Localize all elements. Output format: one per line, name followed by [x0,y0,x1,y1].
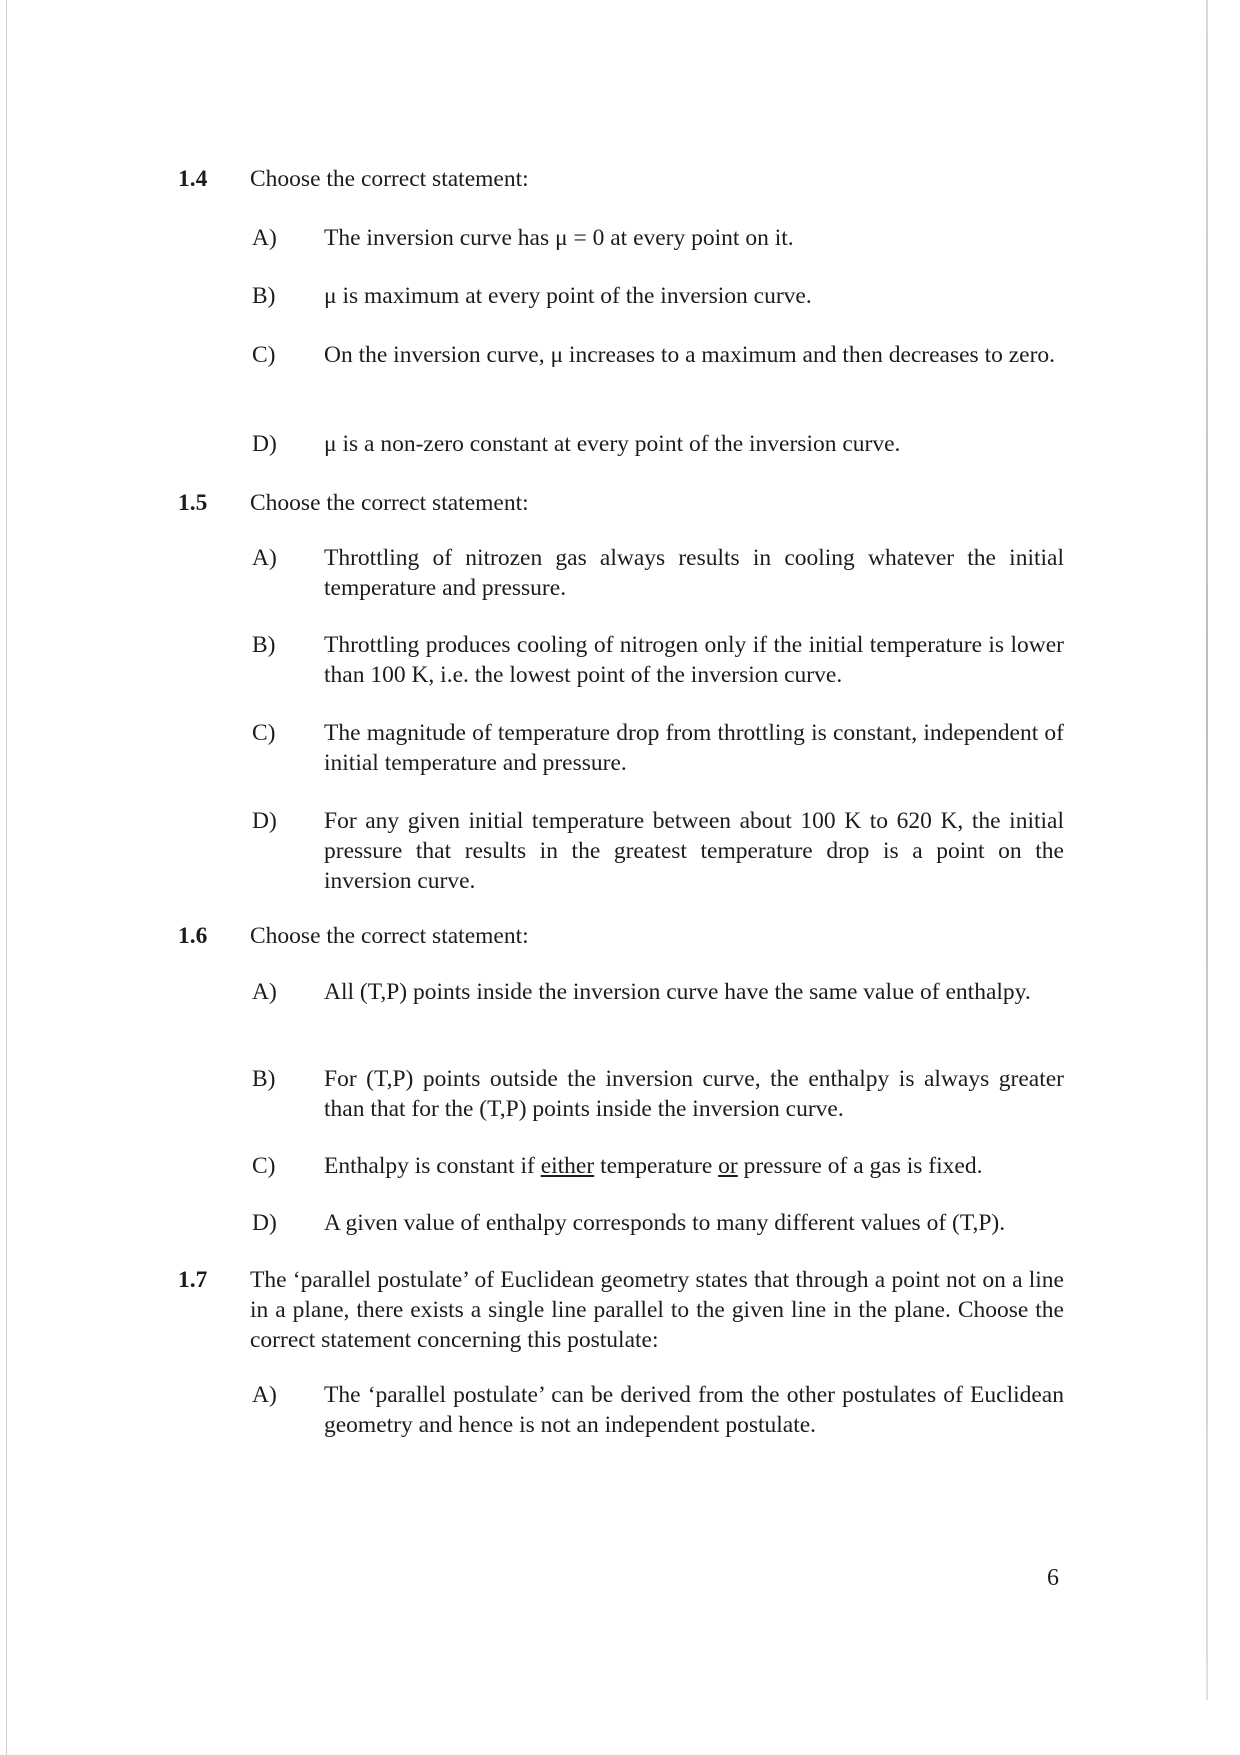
underlined-either: either [540,1153,595,1179]
option-label: D) [252,808,277,834]
option-label: B) [252,1066,276,1092]
question-stem: Choose the correct statement: [250,490,529,516]
option-label: B) [252,632,276,658]
option-text: On the inversion curve, μ increases to a maximum and then decreases to zero. [324,342,1056,368]
option-label: C) [252,1153,276,1179]
question-stem: Choose the correct statement: [250,923,529,949]
option-text: All (T,P) points inside the inversion curve have the same value of enthalpy. [324,979,1031,1005]
option-label: A) [252,979,277,1005]
option-text: μ is a non-zero constant at every point of the inversion curve. [324,431,901,457]
option-label: A) [252,545,277,571]
option-text: For (T,P) points outside the inversion curve, the enthalpy is always greater than that for the (T,P) points inside the inversion curve. [324,1066,1064,1122]
underlined-or: or [718,1153,738,1179]
question-stem: Choose the correct statement: [250,166,529,192]
question-stem: The ‘parallel postulate’ of Euclidean geometry states that through a point not on a line in a plane, there exists a single line parallel to the given line in the plane. Choose the correct statement concerning this postulate: [250,1267,1064,1353]
option-text: For any given initial temperature between about 100 K to 620 K, the initial pressure that results in the greatest temperature drop is a point on the inversion curve. [324,808,1064,894]
option-text: The inversion curve has μ = 0 at every point on it. [324,225,794,251]
option-label: D) [252,1210,277,1236]
option-label: B) [252,283,276,309]
option-text: μ is maximum at every point of the inversion curve. [324,283,812,309]
option-label: C) [252,720,276,746]
option-text: A given value of enthalpy corresponds to many different values of (T,P). [324,1210,1006,1236]
question-number: 1.7 [178,1267,208,1293]
option-label: C) [252,342,276,368]
question-number: 1.4 [178,166,208,192]
option-text: The ‘parallel postulate’ can be derived from the other postulates of Euclidean geometry and hence is not an independent postulate. [324,1382,1064,1438]
question-number: 1.6 [178,923,208,949]
option-label: D) [252,431,277,457]
option-text: Enthalpy is constant if either temperature or pressure of a gas is fixed. [324,1153,983,1179]
option-text: The magnitude of temperature drop from throttling is constant, independent of initial temperature and pressure. [324,720,1064,776]
question-number: 1.5 [178,490,208,516]
option-text: Throttling of nitrozen gas always results in cooling whatever the initial temperature and pressure. [324,545,1064,601]
option-label: A) [252,225,277,251]
page-number: 6 [1047,1565,1059,1591]
option-label: A) [252,1382,277,1408]
option-text: Throttling produces cooling of nitrogen only if the initial temperature is lower than 100 K, i.e. the lowest point of the inversion curve. [324,632,1064,688]
